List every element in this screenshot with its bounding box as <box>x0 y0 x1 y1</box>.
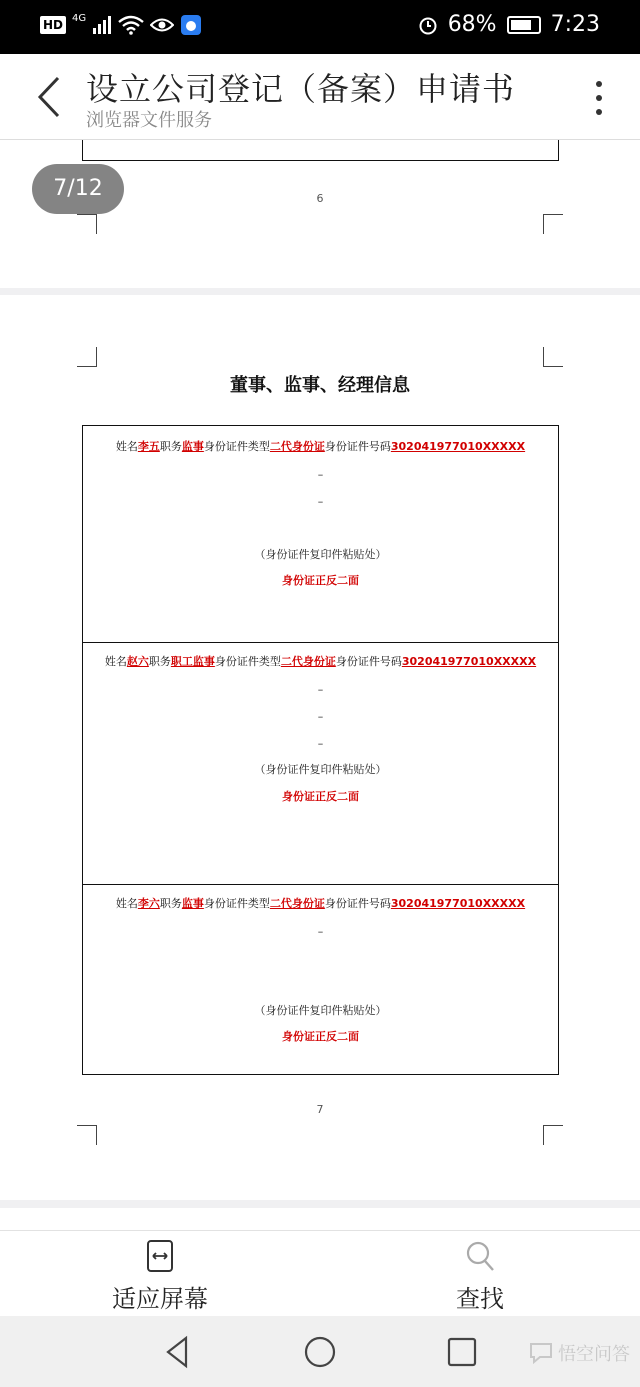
alarm-icon <box>418 15 438 35</box>
id-sides-label: 身份证正反二面 <box>282 574 359 587</box>
officer-position: 监事 <box>181 440 204 453</box>
document-page-6 <box>0 140 640 288</box>
signal-icon <box>92 16 112 34</box>
crop-mark <box>77 214 97 234</box>
document-heading: 董事、监事、经理信息 <box>230 375 410 396</box>
fit-screen-label: 适应屏幕 <box>112 1285 208 1313</box>
officer-id-number: 302041977010XXXXX <box>390 897 526 910</box>
officer-info-line: 姓名赵六职务职工监事身份证件类型二代身份证身份证件号码302041977010XXXXX <box>104 655 537 668</box>
officer-id-number: 302041977010XXXXX <box>401 655 537 668</box>
more-vertical-icon[interactable] <box>594 78 604 118</box>
system-nav-bar <box>0 1316 640 1387</box>
find-label: 查找 <box>456 1285 504 1313</box>
battery-icon <box>507 16 541 34</box>
officer-id-number: 302041977010XXXXX <box>390 440 526 453</box>
fit-screen-icon <box>144 1239 176 1273</box>
id-sides-label: 身份证正反二面 <box>282 1030 359 1043</box>
page-subtitle: 浏览器文件服务 <box>86 110 212 131</box>
back-arrow-icon[interactable] <box>30 74 70 120</box>
page-title: 设立公司登记（备案）申请书 <box>86 70 516 108</box>
battery-percent: 68% <box>447 12 497 37</box>
document-page-8 <box>0 1208 640 1230</box>
officers-table <box>82 425 559 1075</box>
app-header <box>0 54 640 140</box>
officer-position: 职工监事 <box>170 655 215 668</box>
officer-id-type: 二代身份证 <box>269 897 325 910</box>
search-icon <box>464 1239 496 1273</box>
officer-position: 监事 <box>181 897 204 910</box>
previous-table-bottom <box>82 140 559 161</box>
nav-back-icon[interactable] <box>160 1334 196 1370</box>
officer-cell <box>83 642 558 884</box>
clock: 7:23 <box>550 12 600 37</box>
bottom-toolbar <box>0 1230 640 1316</box>
crop-mark <box>77 1125 97 1145</box>
dash-mark: – <box>317 683 324 696</box>
hd-badge: HD <box>40 16 66 34</box>
officer-name: 李六 <box>137 897 160 910</box>
document-viewer[interactable] <box>0 140 640 1230</box>
page-number: 6 <box>316 192 324 205</box>
officer-name: 李五 <box>137 440 160 453</box>
crop-mark <box>77 347 97 367</box>
paste-here-label: （身份证件复印件粘贴处） <box>254 1004 387 1017</box>
officer-id-type: 二代身份证 <box>280 655 336 668</box>
officer-info-line: 姓名李六职务监事身份证件类型二代身份证身份证件号码302041977010XXXXX <box>115 897 526 910</box>
officer-cell <box>83 426 558 642</box>
nav-home-icon[interactable] <box>302 1334 338 1370</box>
status-bar <box>0 0 640 54</box>
dash-mark: – <box>317 710 324 723</box>
eye-icon <box>150 16 174 34</box>
document-page-7 <box>0 295 640 1200</box>
find-button[interactable] <box>380 1231 580 1317</box>
dash-mark: – <box>317 495 324 508</box>
paste-here-label: （身份证件复印件粘贴处） <box>254 548 387 561</box>
page-indicator: 7/12 <box>32 164 124 214</box>
dash-mark: – <box>317 737 324 750</box>
fit-screen-button[interactable] <box>60 1231 260 1317</box>
watermark-logo-icon <box>528 1342 554 1364</box>
officer-cell <box>83 884 558 1074</box>
page-number: 7 <box>316 1103 324 1116</box>
crop-mark <box>543 347 563 367</box>
crop-mark <box>543 214 563 234</box>
dash-mark: – <box>317 925 324 938</box>
officer-id-type: 二代身份证 <box>269 440 325 453</box>
officer-name: 赵六 <box>126 655 149 668</box>
paste-here-label: （身份证件复印件粘贴处） <box>254 763 387 776</box>
crop-mark <box>543 1125 563 1145</box>
id-sides-label: 身份证正反二面 <box>282 790 359 803</box>
watermark: 悟空问答 <box>528 1340 630 1366</box>
dash-mark: – <box>317 468 324 481</box>
wifi-icon <box>118 15 144 35</box>
officer-info-line: 姓名李五职务监事身份证件类型二代身份证身份证件号码302041977010XXXXX <box>115 440 526 453</box>
network-type: 4G <box>72 13 87 24</box>
app-notification-icon <box>180 14 202 36</box>
nav-recents-icon[interactable] <box>444 1334 480 1370</box>
